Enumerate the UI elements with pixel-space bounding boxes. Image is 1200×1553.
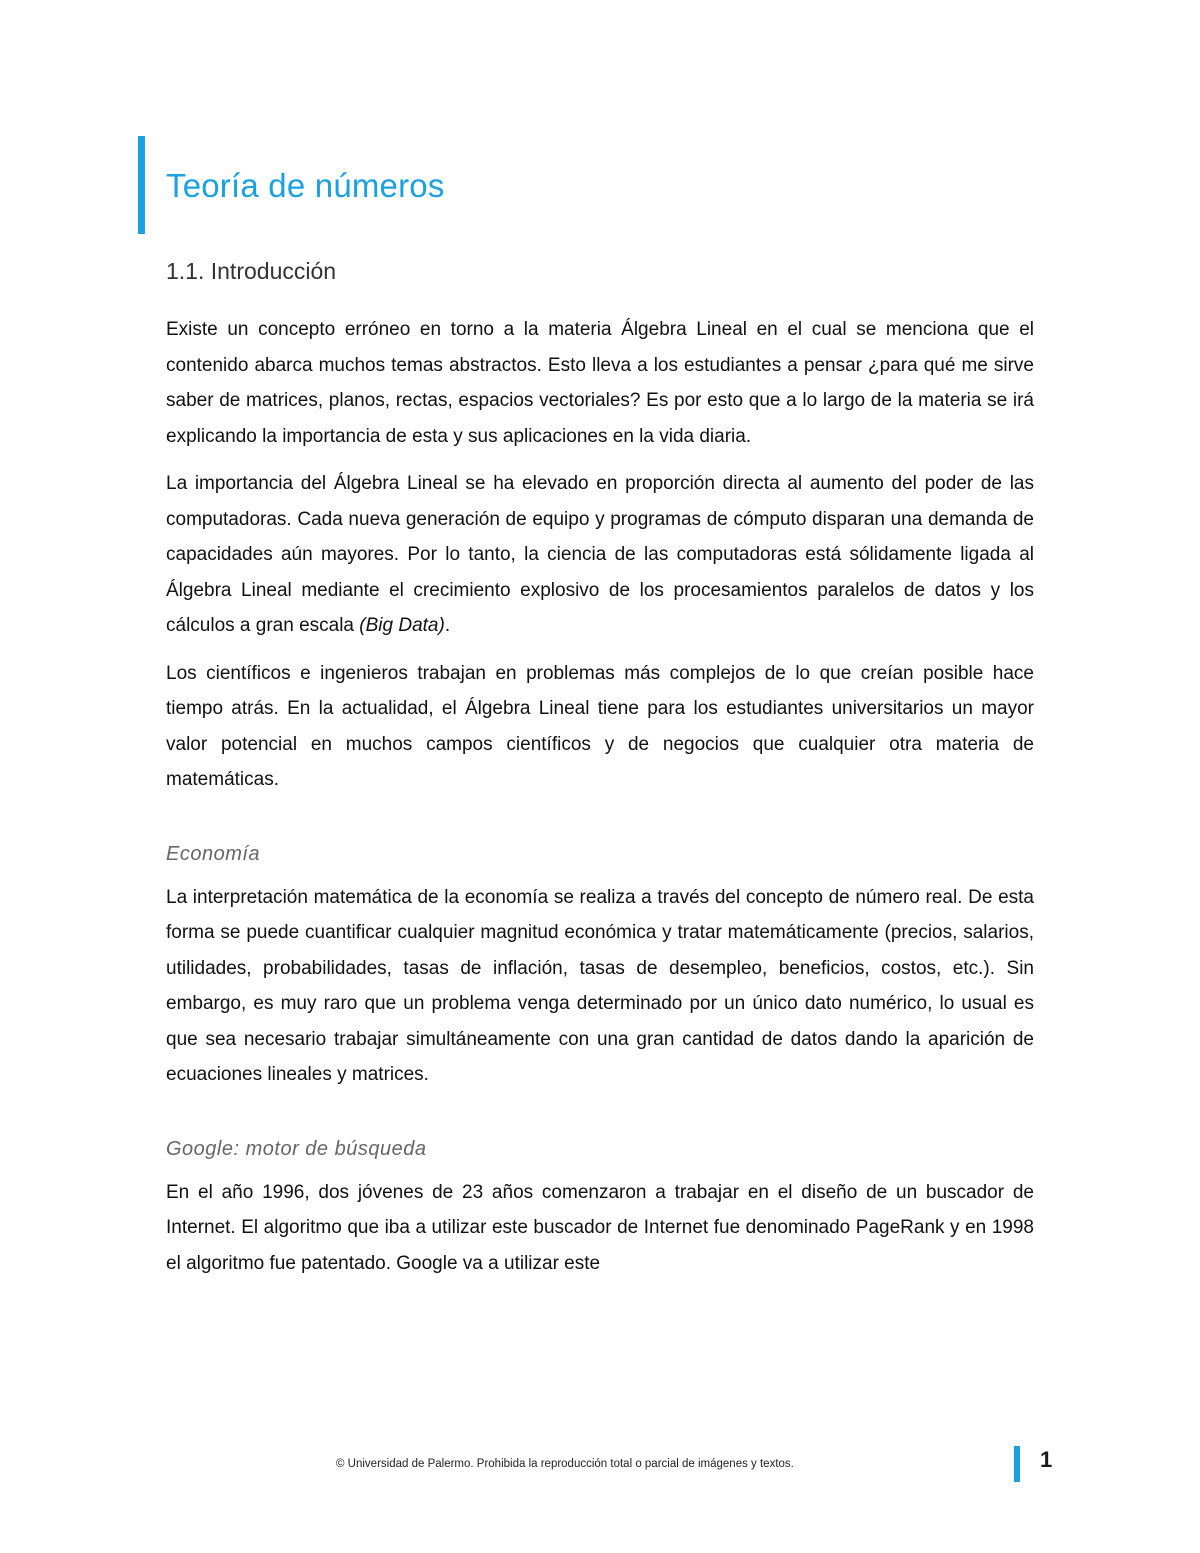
- page-title: Teoría de números: [166, 167, 445, 204]
- paragraph-scientists: Los científicos e ingenieros trabajan en problemas más complejos de lo que creían posible hace tiempo atrás. En la actualidad, el Álgebra Lineal tiene para los estudiantes universitarios un mayor valor potencial en muchos campos científicos y de negocios que cualquier otra materia de matemáticas.: [166, 662, 1034, 790]
- section-heading: 1.1. Introducción: [166, 258, 337, 284]
- subheading-google: Google: motor de búsqueda: [166, 1137, 427, 1160]
- paragraph-importance: [166, 466, 1034, 644]
- document-body: [166, 312, 1034, 1293]
- title-accent-bar: [138, 136, 145, 234]
- paragraph-importance-end: .: [444, 615, 451, 636]
- paragraph-economia: La interpretación matemática de la economía se realiza a través del concepto de número real. De esta forma se puede cuantificar cualquier magnitud económica y tratar matemáticamente (precios, salarios, utilidades, probabilidades, tasas de inflación, tasas de desempleo, beneficios, costos, etc.). Sin embargo, es muy raro que un problema venga determinado por un único dato numérico, lo usual es que sea necesario trabajar simultáneamente con una gran cantidad de datos dando la aparición de ecuaciones lineales y matrices.: [166, 886, 1034, 1085]
- footer-copyright: © Universidad de Palermo. Prohibida la reproducción total o parcial de imágenes y textos.: [336, 1458, 794, 1470]
- paragraph-google: En el año 1996, dos jóvenes de 23 años comenzaron a trabajar en el diseño de un buscador de Internet. El algoritmo que iba a utilizar este buscador de Internet fue denominado PageRank y en 1998 el algoritmo fue patentado. Google va a utilizar este: [166, 1181, 1034, 1274]
- paragraph-importance-text: La importancia del Álgebra Lineal se ha elevado en proporción directa al aumento del poder de las computadoras. Cada nueva generación de equipo y programas de cómputo disparan una demanda de capacidades aún mayores. Por lo tanto, la ciencia de las computadoras está sólidamente ligada al Álgebra Lineal mediante el crecimiento explosivo de los procesamientos paralelos de datos y los cálculos a gran escala: [166, 473, 1034, 636]
- big-data-term: (Big Data): [359, 615, 445, 636]
- page-number: 1: [1040, 1447, 1053, 1472]
- footer-accent-bar: [1014, 1446, 1020, 1482]
- paragraph-intro: Existe un concepto erróneo en torno a la materia Álgebra Lineal en el cual se menciona que el contenido abarca muchos temas abstractos. Esto lleva a los estudiantes a pensar ¿para qué me sirve saber de matrices, planos, rectas, espacios vectoriales? Es por esto que a lo largo de la materia se irá explicando la importancia de esta y sus aplicaciones en la vida diaria.: [166, 319, 1034, 447]
- subheading-economia: Economía: [166, 842, 261, 865]
